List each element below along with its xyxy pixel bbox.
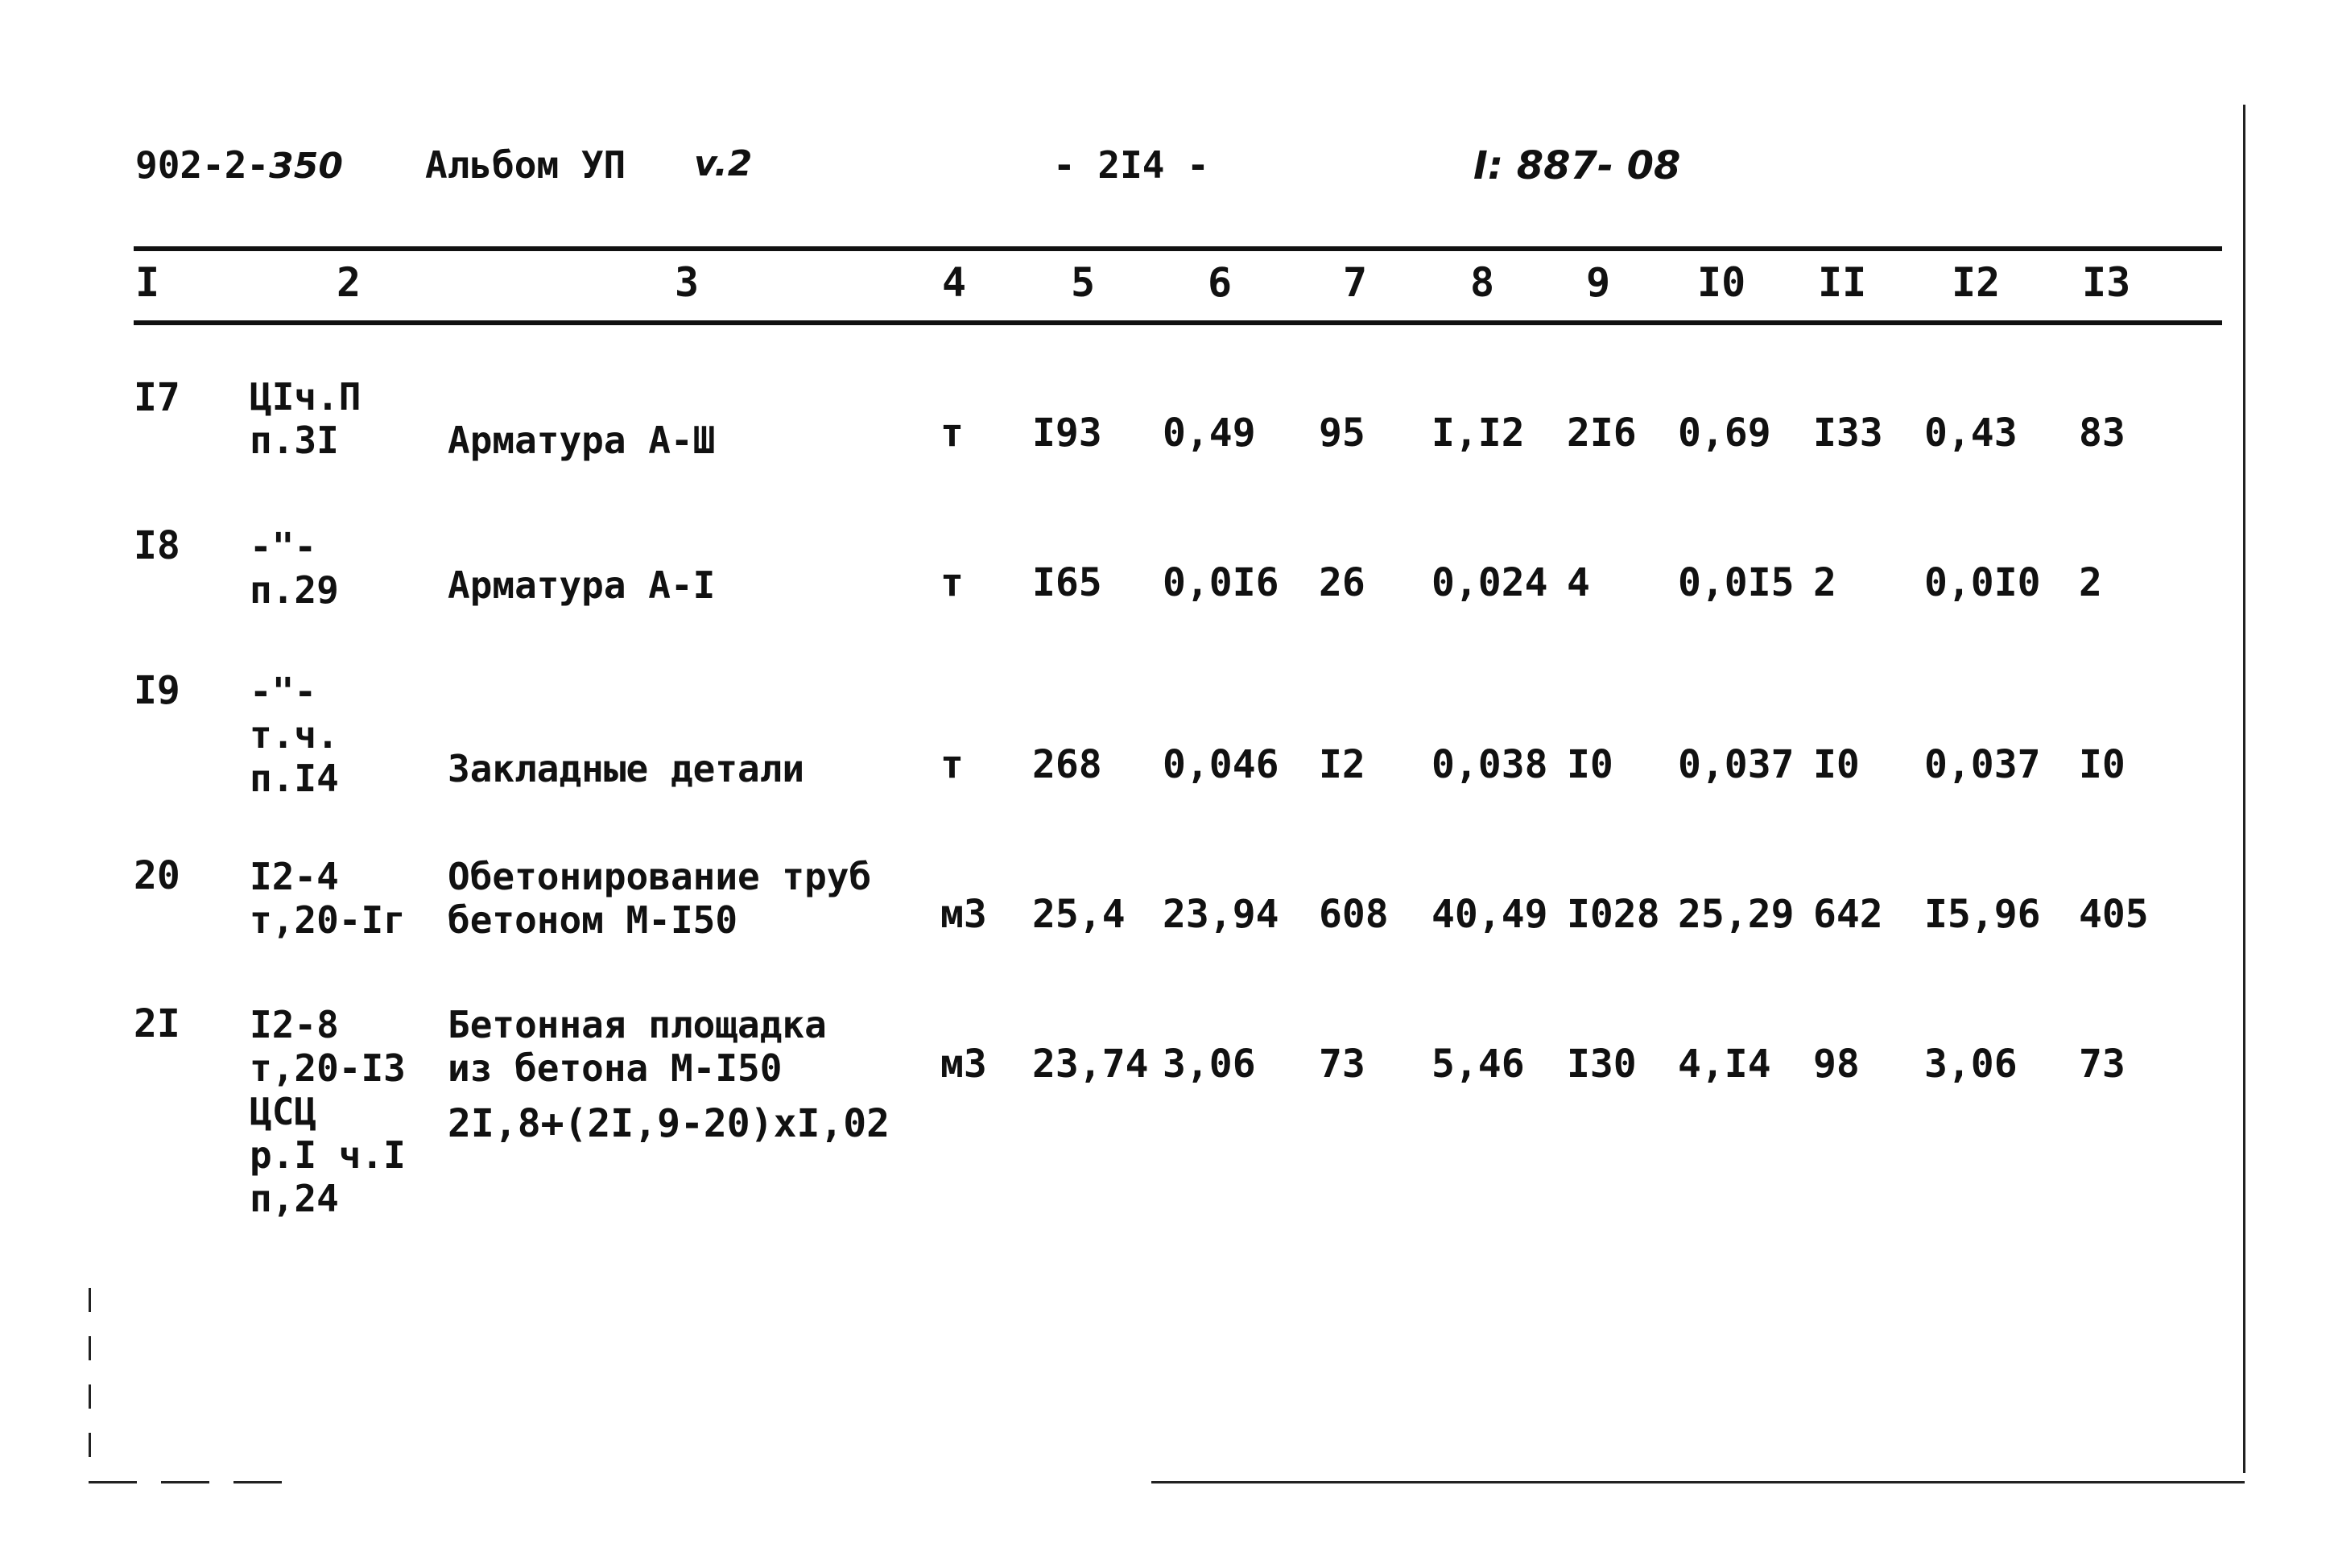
row-value-col-8: 40,49 <box>1431 892 1548 937</box>
row-value-col-12: 0,43 <box>1924 411 2018 456</box>
row-value-col-10: 0,69 <box>1678 411 1771 456</box>
table-top-rule <box>134 246 2222 251</box>
row-value-col-9: I0 <box>1567 742 1613 787</box>
row-value-col-11: 642 <box>1813 892 1883 937</box>
row-number: I7 <box>134 375 180 420</box>
frame-right-border <box>2243 105 2245 1473</box>
row-value-col-5: 23,74 <box>1032 1042 1149 1087</box>
column-number-10: I0 <box>1697 259 1746 306</box>
row-value-col-11: 2 <box>1813 560 1836 605</box>
row-number: I9 <box>134 668 180 713</box>
row-value-col-6: 0,0I6 <box>1163 560 1279 605</box>
row-description: Обетонирование труб бетоном М-I50 <box>448 855 872 942</box>
column-number-2: 2 <box>337 259 361 306</box>
row-value-col-9: 4 <box>1567 560 1590 605</box>
column-number-11: II <box>1818 259 1867 306</box>
album-label: Альбом УП <box>425 143 626 187</box>
row-value-col-8: 0,024 <box>1431 560 1548 605</box>
frame-bottom-left-border <box>89 1481 290 1483</box>
row-number: 20 <box>134 853 180 898</box>
row-reference: ЦIч.П п.3I <box>250 375 361 462</box>
row-value-col-12: I5,96 <box>1924 892 2041 937</box>
row-unit: т <box>940 742 964 787</box>
row-value-col-5: 268 <box>1032 742 1102 787</box>
column-number-6: 6 <box>1208 259 1233 306</box>
document-code-handwritten: 350 <box>269 146 344 187</box>
row-value-col-13: I0 <box>2079 742 2126 787</box>
row-value-col-11: I33 <box>1813 411 1883 456</box>
row-value-col-12: 0,0I0 <box>1924 560 2041 605</box>
row-value-col-7: 608 <box>1319 892 1389 937</box>
row-reference: I2-8 т,20-I3 ЦСЦ р.I ч.I п,24 <box>250 1003 406 1220</box>
frame-bottom-border <box>1151 1481 2245 1483</box>
column-number-5: 5 <box>1071 259 1096 306</box>
row-value-col-7: I2 <box>1319 742 1365 787</box>
column-number-13: I3 <box>2082 259 2131 306</box>
column-number-1: I <box>135 259 160 306</box>
column-number-4: 4 <box>942 259 967 306</box>
row-value-col-10: 4,I4 <box>1678 1042 1771 1087</box>
row-value-col-13: 83 <box>2079 411 2126 456</box>
row-reference: -"- п.29 <box>250 525 339 612</box>
row-value-col-8: I,I2 <box>1431 411 1525 456</box>
frame-left-border <box>89 1288 91 1481</box>
row-value-col-9: 2I6 <box>1567 411 1637 456</box>
page-number: - 2I4 - <box>1053 143 1209 187</box>
row-reference: -"- т.ч. п.I4 <box>250 670 339 800</box>
row-formula: 2I,8+(2I,9-20)xI,02 <box>448 1101 890 1146</box>
column-number-12: I2 <box>1952 259 2001 306</box>
row-value-col-7: 26 <box>1319 560 1365 605</box>
row-value-col-6: 0,49 <box>1163 411 1256 456</box>
document-code-prefix: 902-2- <box>135 143 270 187</box>
row-description: Закладные детали <box>448 747 805 790</box>
row-reference: I2-4 т,20-Iг <box>250 855 406 942</box>
row-value-col-11: I0 <box>1813 742 1860 787</box>
row-value-col-11: 98 <box>1813 1042 1860 1087</box>
row-value-col-7: 73 <box>1319 1042 1365 1087</box>
column-number-7: 7 <box>1343 259 1368 306</box>
row-value-col-5: 25,4 <box>1032 892 1126 937</box>
row-number: 2I <box>134 1001 180 1046</box>
row-value-col-6: 23,94 <box>1163 892 1279 937</box>
reference-number: I: 887- 08 <box>1473 143 1681 188</box>
row-unit: т <box>940 411 964 456</box>
row-description: Арматура А-I <box>448 563 716 607</box>
row-unit: м3 <box>940 892 987 937</box>
row-description: Бетонная площадка из бетона М-I50 <box>448 1003 827 1090</box>
row-value-col-8: 5,46 <box>1431 1042 1525 1087</box>
document-code <box>135 143 343 187</box>
row-unit: т <box>940 560 964 605</box>
row-description: Арматура А-Ш <box>448 419 716 462</box>
album-handwritten-note: v.2 <box>694 143 753 184</box>
row-value-col-6: 0,046 <box>1163 742 1279 787</box>
row-value-col-7: 95 <box>1319 411 1365 456</box>
row-value-col-12: 3,06 <box>1924 1042 2018 1087</box>
row-value-col-10: 0,037 <box>1678 742 1795 787</box>
row-number: I8 <box>134 523 180 568</box>
row-value-col-10: 25,29 <box>1678 892 1795 937</box>
row-value-col-5: I93 <box>1032 411 1102 456</box>
row-value-col-13: 405 <box>2079 892 2149 937</box>
row-value-col-12: 0,037 <box>1924 742 2041 787</box>
row-value-col-9: I028 <box>1567 892 1660 937</box>
row-value-col-13: 73 <box>2079 1042 2126 1087</box>
row-value-col-9: I30 <box>1567 1042 1637 1087</box>
row-unit: м3 <box>940 1042 987 1087</box>
column-number-3: 3 <box>675 259 700 306</box>
row-value-col-8: 0,038 <box>1431 742 1548 787</box>
row-value-col-6: 3,06 <box>1163 1042 1256 1087</box>
column-number-9: 9 <box>1586 259 1611 306</box>
row-value-col-10: 0,0I5 <box>1678 560 1795 605</box>
table-header-bottom-rule <box>134 320 2222 325</box>
row-value-col-13: 2 <box>2079 560 2102 605</box>
column-number-8: 8 <box>1470 259 1495 306</box>
row-value-col-5: I65 <box>1032 560 1102 605</box>
